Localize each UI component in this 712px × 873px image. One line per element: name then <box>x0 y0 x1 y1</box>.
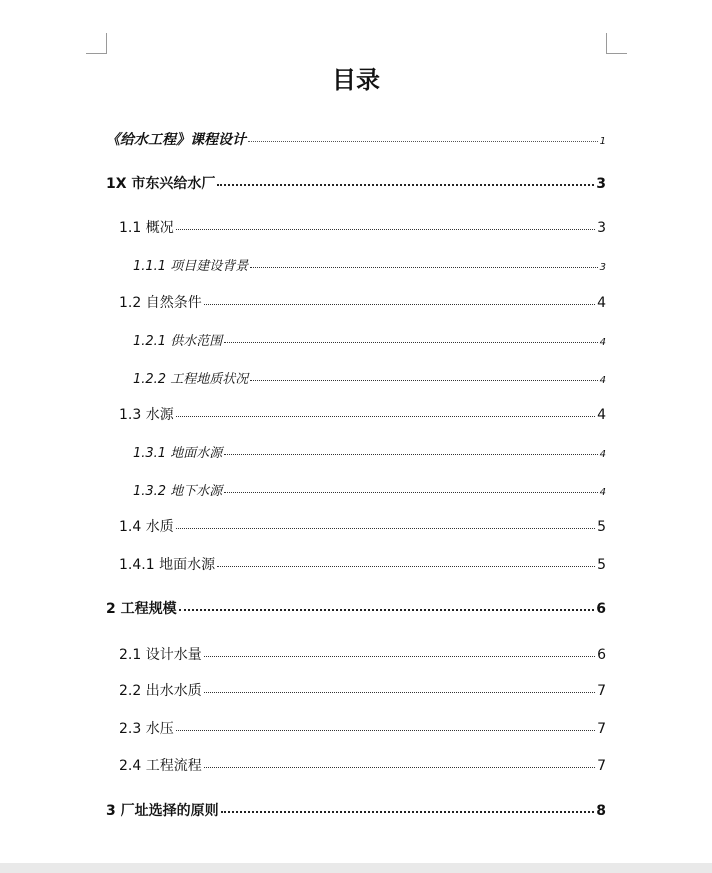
toc-dot-leader <box>204 304 595 305</box>
toc-entry-label: 1.4.1 地面水源 <box>119 557 216 573</box>
toc-entry[interactable] <box>133 480 606 499</box>
toc-entry[interactable] <box>133 368 606 387</box>
toc-entry[interactable] <box>133 255 606 274</box>
crop-mark-top-left <box>86 33 107 54</box>
toc-entry-label: 1X 市东兴给水厂 <box>106 176 216 192</box>
toc-dot-leader <box>250 380 597 381</box>
toc-entry-label: 1.2.1 供水范围 <box>133 334 223 349</box>
toc-page-number: 6 <box>597 647 606 663</box>
toc-page-number: 1 <box>599 136 606 147</box>
toc-dot-leader <box>204 692 595 693</box>
toc-dot-leader <box>221 811 595 813</box>
toc-page-number: 4 <box>599 375 606 386</box>
toc-dot-leader <box>204 767 595 768</box>
toc-entry-label: 1.1.1 项目建设背景 <box>133 259 249 274</box>
toc-entry[interactable] <box>119 755 606 775</box>
toc-page-number: 3 <box>599 262 606 273</box>
toc-page-number: 7 <box>597 758 606 774</box>
toc-entry-label: 1.3.2 地下水源 <box>133 484 223 499</box>
page-title: 目录 <box>332 65 380 94</box>
toc-dot-leader <box>179 609 595 611</box>
toc-page-number: 4 <box>599 487 606 498</box>
toc-page-number: 5 <box>597 557 606 573</box>
toc-dot-leader <box>176 528 595 529</box>
toc-dot-leader <box>248 141 598 142</box>
toc-entry-label: 2.1 设计水量 <box>119 647 202 663</box>
toc-page-number: 7 <box>597 721 606 737</box>
toc-entry-label: 2 工程规模 <box>106 601 177 617</box>
toc-dot-leader <box>224 454 597 455</box>
toc-page-number: 4 <box>599 337 606 348</box>
toc-entry[interactable] <box>106 800 606 820</box>
toc-entry-label: 1.4 水质 <box>119 519 174 535</box>
toc-page-number: 5 <box>597 519 606 535</box>
toc-entry[interactable] <box>106 173 606 193</box>
toc-dot-leader <box>224 492 597 493</box>
toc-dot-leader <box>176 416 595 417</box>
toc-page-number: 6 <box>596 601 606 617</box>
toc-entry[interactable] <box>119 292 606 312</box>
toc-dot-leader <box>176 229 595 230</box>
toc-dot-leader <box>224 342 597 343</box>
toc-page-number: 4 <box>597 407 606 423</box>
toc-entry-label: 2.2 出水水质 <box>119 683 202 699</box>
toc-entry[interactable] <box>119 404 606 424</box>
toc-entry-label: 2.4 工程流程 <box>119 758 202 774</box>
toc-entry[interactable] <box>119 680 606 700</box>
toc-entry[interactable] <box>133 330 606 349</box>
toc-entry-label: 1.2 自然条件 <box>119 295 202 311</box>
toc-page-number: 3 <box>597 220 606 236</box>
toc-dot-leader <box>217 566 595 567</box>
toc-page-number: 4 <box>597 295 606 311</box>
toc-entry-label: 1.2.2 工程地质状况 <box>133 372 249 387</box>
toc-dot-leader <box>176 730 595 731</box>
toc-dot-leader <box>250 267 597 268</box>
toc-page-number: 4 <box>599 449 606 460</box>
toc-entry-label: 1.3.1 地面水源 <box>133 446 223 461</box>
toc-page-number: 3 <box>596 176 606 192</box>
toc-entry[interactable] <box>133 442 606 461</box>
toc-entry-label: 1.1 概况 <box>119 220 174 236</box>
toc-entry[interactable] <box>119 217 606 237</box>
crop-mark-top-right <box>606 33 627 54</box>
page-gap <box>0 863 712 873</box>
toc-entry[interactable] <box>106 598 606 618</box>
toc-page-number: 7 <box>597 683 606 699</box>
toc-entry[interactable] <box>106 129 606 149</box>
toc-dot-leader <box>204 656 595 657</box>
toc-entry-label: 1.3 水源 <box>119 407 174 423</box>
toc-entry[interactable] <box>119 554 606 574</box>
toc-entry[interactable] <box>119 718 606 738</box>
toc-entry-label: 2.3 水压 <box>119 721 174 737</box>
toc-entry[interactable] <box>119 516 606 536</box>
toc-dot-leader <box>217 184 594 186</box>
toc-entry[interactable] <box>119 644 606 664</box>
toc-entry-label: 3 厂址选择的原则 <box>106 803 219 819</box>
toc-entry-label: 《给水工程》课程设计 <box>106 132 246 148</box>
toc-page-number: 8 <box>596 803 606 819</box>
